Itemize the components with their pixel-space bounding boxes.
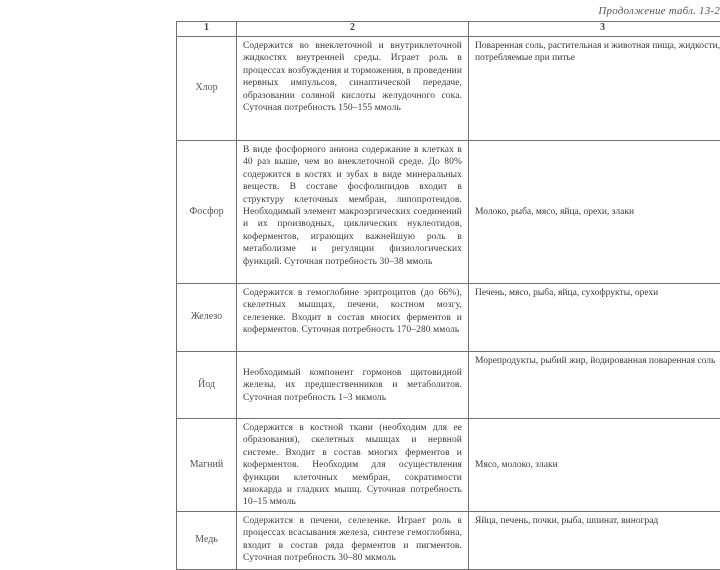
element-sources: Мясо, молоко, злаки xyxy=(469,419,720,512)
column-header-1: 1 xyxy=(177,22,237,37)
element-description: В виде фосфорного аниона содержание в клетках в 40 раз выше, чем во внеклеточной среде. До 80% содержится в костях и зубах в виде минеральных веществ. В составе фосфолипидов входит в структуру клеточных мембран, липопротеидов. Необходимый элемент макроэргических соединений и их производных, циклических нуклеотидов, коферментов, играющих важнейшую роль в метаболизме и регуляции физиологических функций. Суточная потребность 30–38 ммоль xyxy=(237,141,469,284)
page: Продолжение табл. 13-2 1 2 3 Хлор Содержится во внеклеточной и внутриклеточной жидкостях внутренней среды. Играет роль в процессах возбуждения и торможения, в проведении нервных импульсов, синаптической передаче, образовании соляной кислоты желудочного сока. Суточная потребность 150–155 ммоль Поваренная соль, растительная и животная пища, жидкости, потребляемые при питье Фосфор В виде фосфорного аниона содержание в клетках в 40 раз выше, чем во внеклеточной среде. До 80% содержится в костях и зубах в виде минеральных веществ. В составе фосфолипидов входит в структуру клеточных мембран, липопротеидов. Необходимый элемент макроэргических соединений и их производных, циклических нуклеотидов, коферментов, играющих важнейшую роль в метаболизме и регуляции физиологических функций. Суточная потребность 30–38 ммоль Молоко, рыба, мясо, яйца, орехи, злаки Железо Содержится в гемоглобине эритроцитов (до 66%), скелетных мышцах, печени, костном мозгу, селезенке. Входит в состав многих ферментов и коферментов. Суточная потребность 170–280 ммоль Печень, мясо, рыба, яйца, сухофрукты, орехи Йод Необходимый компонент гормонов щитовидной железы, их предшественников и метаболитов. Суточная потребность 1–3 мкмоль Морепродукты, рыбий жир, йодированная поваренная соль Магний Содержится в костной ткани (необходим для ее образования), скелетных мышцах и нервной системе. Входит в состав многих ферментов и коферментов. Необходим для осуществления функции клеточных мембран, сократимости миокарда и гладких мышц. Суточная потребность 10–15 ммоль Мясо, молоко, злаки Медь Содержится в печени, селезенке. Играет роль в процессах всасывания железа, синтезе гемоглобина, входит в состав ряда ферментов и пигментов. Суточная потребность 30–80 мкмоль Яйца, печень, почки, рыба, шпинат, виноград xyxy=(0,0,720,540)
table-row-phosphorus xyxy=(177,141,720,284)
element-sources: Яйца, печень, почки, рыба, шпинат, виноград xyxy=(469,511,720,569)
nutrient-table xyxy=(176,21,720,570)
table-header-row xyxy=(177,22,720,37)
element-description: Содержится во внеклеточной и внутриклеточной жидкостях внутренней среды. Играет роль в процессах возбуждения и торможения, в проведении нервных импульсов, синаптической передаче, образовании соляной кислоты желудочного сока. Суточная потребность 150–155 ммоль xyxy=(237,37,469,141)
table-row-magnesium xyxy=(177,419,720,512)
element-name: Железо xyxy=(177,284,237,352)
table-row-iron xyxy=(177,284,720,352)
element-name: Медь xyxy=(177,511,237,569)
element-description: Содержится в печени, селезенке. Играет роль в процессах всасывания железа, синтезе гемоглобина, входит в состав ряда ферментов и пигментов. Суточная потребность 30–80 мкмоль xyxy=(237,511,469,569)
element-sources: Морепродукты, рыбий жир, йодированная поваренная соль xyxy=(469,352,720,419)
element-description: Необходимый компонент гормонов щитовидной железы, их предшественников и метаболитов. Суточная потребность 1–3 мкмоль xyxy=(237,352,469,419)
element-description: Содержится в гемоглобине эритроцитов (до 66%), скелетных мышцах, печени, костном мозгу, селезенке. Входит в состав многих ферментов и коферментов. Суточная потребность 170–280 ммоль xyxy=(237,284,469,352)
element-description: Содержится в костной ткани (необходим для ее образования), скелетных мышцах и нервной системе. Входит в состав многих ферментов и коферментов. Необходим для осуществления функции клеточных мембран, сократимости миокарда и гладких мышц. Суточная потребность 10–15 ммоль xyxy=(237,419,469,512)
element-name: Фосфор xyxy=(177,141,237,284)
element-name: Йод xyxy=(177,352,237,419)
element-sources: Молоко, рыба, мясо, яйца, орехи, злаки xyxy=(469,141,720,284)
table-row-chlorine xyxy=(177,37,720,141)
element-sources: Печень, мясо, рыба, яйца, сухофрукты, орехи xyxy=(469,284,720,352)
table-row-copper xyxy=(177,511,720,569)
element-sources: Поваренная соль, растительная и животная пища, жидкости, потребляемые при питье xyxy=(469,37,720,141)
table-row-iodine xyxy=(177,352,720,419)
element-name: Хлор xyxy=(177,37,237,141)
column-header-3: 3 xyxy=(469,22,720,37)
column-header-2: 2 xyxy=(237,22,469,37)
element-name: Магний xyxy=(177,419,237,512)
